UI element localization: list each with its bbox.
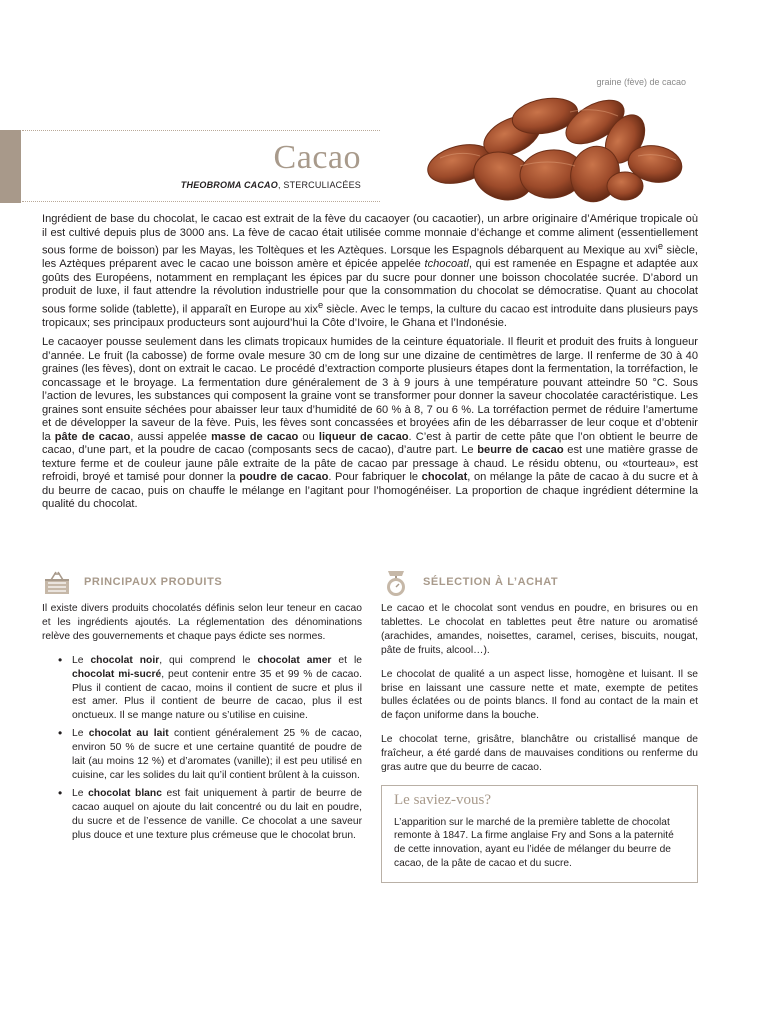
list-item: • Le chocolat blanc est fait uniquement à partir de beurre de cacao auquel on ajoute du lait concentré ou du lait en poudre, du sucre et de l’essence de vanille. Ce chocolat a une saveur plus douce et une texture plus crémeuse que le chocolat brun. <box>72 787 362 843</box>
products-heading <box>42 568 362 598</box>
products-list <box>42 654 362 843</box>
did-you-know-text: L’apparition sur le marché de la première tablette de chocolat remonte à 1847. La firme anglaise Fry and Sons a la paternité de cette innovation, ayant eu l’idée de mélanger du beurre de cacao, de la pâte de cacao et du sucre. <box>394 816 674 869</box>
selection-heading <box>381 568 698 598</box>
main-text <box>42 213 698 518</box>
products-section <box>42 568 362 847</box>
selection-paragraph: Le chocolat de qualité a un aspect lisse, homogène et luisant. Il se brise en laissant une cassure nette et mate, exempte de petites bulles éclatées ou de points blancs. Il fond au contact de la main et de façon uniforme dans la bouche. <box>381 668 698 722</box>
family-name: , STERCULIACÉES <box>277 180 361 190</box>
page-title: Cacao <box>273 139 361 176</box>
intro-paragraph: Ingrédient de base du chocolat, le cacao est extrait de la fève du cacaoyer (ou cacaotier), un arbre originaire d’Amérique tropicale où il est cultivé depuis plus de 3000 ans. La fève de cacao était utilisée comme monnaie d’échange et comme aliment (essentiellement sous forme de boisson) par les Mayas, les Toltèques et les Aztèques. Lorsque les Espagnols débarquent au Mexique au xvi$^e$ siècle, les Aztèques préparent avec le cacao une boisson amère et épicée appelée tchocoatl, qui est ramenée en Espagne et adaptée aux goûts des Européens, notamment en remplaçant les épices par du sucre pour donner une boisson chocolatée sucrée. D’abord un produit de luxe, il faut attendre la révolution industrielle pour que la consommation du chocolat se démocratise. Quant au chocolat sous forme solide (tablette), il apparaît en Europe au xix$^e$ siècle. Avec le temps, la culture du cacao est introduite dans plusieurs pays tropicaux; ses principaux producteurs sont aujourd’hui la Côte d’Ivoire, le Ghana et l’Indonésie. <box>42 213 698 329</box>
selection-paragraph: Le cacao et le chocolat sont vendus en poudre, en brisures ou en tablettes. Le chocolat en tablettes peut être nature ou aromatisé (arachides, amandes, noisettes, caramel, cerises, biscuits, nougat, pâte de fruits, alcool…). <box>381 603 698 656</box>
process-paragraph: Le cacaoyer pousse seulement dans les climats tropicaux humides de la ceinture équatoriale. Il fleurit et produit des fruits à longueur d’année. Le fruit (la cabosse) de forme ovale mesure 30 cm de long sur une dizaine de centimètres de large. Il renferme de 30 à 40 graines (les fèves), dont on extrait le cacao. Le procédé d’extraction comporte plusieurs étapes dont la fermentation, la torréfaction, le concassage et le broyage. La fermentation dure généralement de 3 à 9 jours à une température pouvant atteindre 50 °C. Sous l’action de levures, les substances qui composent la graine vont se transformer pour donner la saveur chocolatée caractéristique. Les graines sont ensuite séchées pour abaisser leur taux d’humidité de 60 % à 8, 7 ou 6 %. La torréfaction permet de réduire l’amertume et de développer la saveur de la fève. Puis, les fèves sont concassées et broyées afin de les débarrasser de leur coque et d’obtenir la pâte de cacao, aussi appelée masse de cacao ou liqueur de cacao. C’est à partir de cette pâte que l’on obtient le beurre de cacao, d’une part, et la poudre de cacao (composants secs de cacao), d’autre part. Le beurre de cacao est une matière grasse de texture ferme et de couleur jaune pâle extraite de la pâte de cacao par pressage à chaud. Le résidu obtenu, ou «tourteau», est refroidi, broyé et tamisé pour donner la poudre de cacao. Pour fabriquer le chocolat, on mélange la pâte de cacao à du sucre et à du beurre de cacao, puis on chauffe le mélange en l’agitant pour l’homogénéiser. La proportion de chaque ingrédient détermine la qualité du chocolat. <box>42 336 698 511</box>
basket-icon <box>42 568 72 598</box>
list-item: • Le chocolat au lait contient généralement 25 % de cacao, environ 50 % de sucre et une certaine quantité de poudre de lait (au moins 12 %) et d’aromates (vanille); il est peu utilisé en cuisine, car les solides du lait qu’il contient brûlent à la cuisson. <box>72 727 362 783</box>
selection-paragraph: Le chocolat terne, grisâtre, blanchâtre ou cristallisé manque de fraîcheur, a été gardé dans de mauvaises conditions ou renferme du gras autre que du beurre de cacao. <box>381 734 698 774</box>
page-subtitle <box>181 180 361 190</box>
list-item: • Le chocolat noir, qui comprend le chocolat amer et le chocolat mi-sucré, peut contenir entre 35 et 99 % de cacao. Plus il contient de cacao, moins il contient de sucre et plus il est amer. Plus il contient de beurre de cacao, plus il est onctueux. Il se mange nature ou s’utilise en cuisine. <box>72 654 362 724</box>
selection-title: SÉLECTION À L’ACHAT <box>423 576 559 589</box>
products-title: PRINCIPAUX PRODUITS <box>84 576 223 589</box>
side-tab <box>0 130 21 203</box>
did-you-know-title: Le saviez-vous? <box>394 791 492 808</box>
did-you-know-box <box>381 785 698 883</box>
scientific-name: THEOBROMA CACAO <box>180 180 278 190</box>
selection-section <box>381 568 698 883</box>
products-intro: Il existe divers produits chocolatés définis selon leur teneur en cacao et les ingrédients ajoutés. La réglementation des dénominations relève des gouvernements et chaque pays édicte ses normes. <box>42 603 362 642</box>
scale-icon <box>381 568 411 598</box>
image-caption: graine (fève) de cacao <box>596 77 686 87</box>
cocoa-beans-image <box>420 94 686 210</box>
